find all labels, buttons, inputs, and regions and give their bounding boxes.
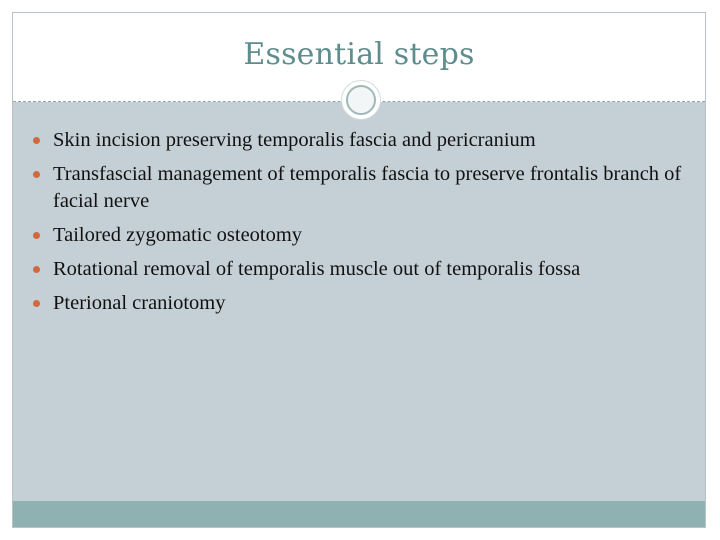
- slide-body: [29, 127, 689, 324]
- bullet-item: [29, 161, 689, 215]
- circle-ornament-icon: [341, 80, 381, 120]
- bullet-dot-icon: [33, 171, 40, 178]
- bullet-text: Rotational removal of temporalis muscle out of temporalis fossa: [53, 258, 581, 280]
- bullet-item: [29, 127, 689, 154]
- bullet-text: Transfascial management of temporalis fascia to preserve frontalis branch of facial nerve: [53, 163, 682, 212]
- bullet-dot-icon: [33, 266, 40, 273]
- footer-bar: [13, 501, 705, 527]
- bullet-text: Pterional craniotomy: [53, 292, 226, 314]
- slide: [12, 12, 706, 528]
- bullet-item: [29, 256, 689, 283]
- bullet-list: [29, 127, 689, 317]
- bullet-text: Tailored zygomatic osteotomy: [53, 224, 303, 246]
- bullet-text: Skin incision preserving temporalis fascia and pericranium: [53, 129, 536, 151]
- bullet-item: [29, 290, 689, 317]
- slide-title: Essential steps: [243, 37, 475, 72]
- bullet-dot-icon: [33, 137, 40, 144]
- bullet-dot-icon: [33, 232, 40, 239]
- bullet-item: [29, 222, 689, 249]
- bullet-dot-icon: [33, 300, 40, 307]
